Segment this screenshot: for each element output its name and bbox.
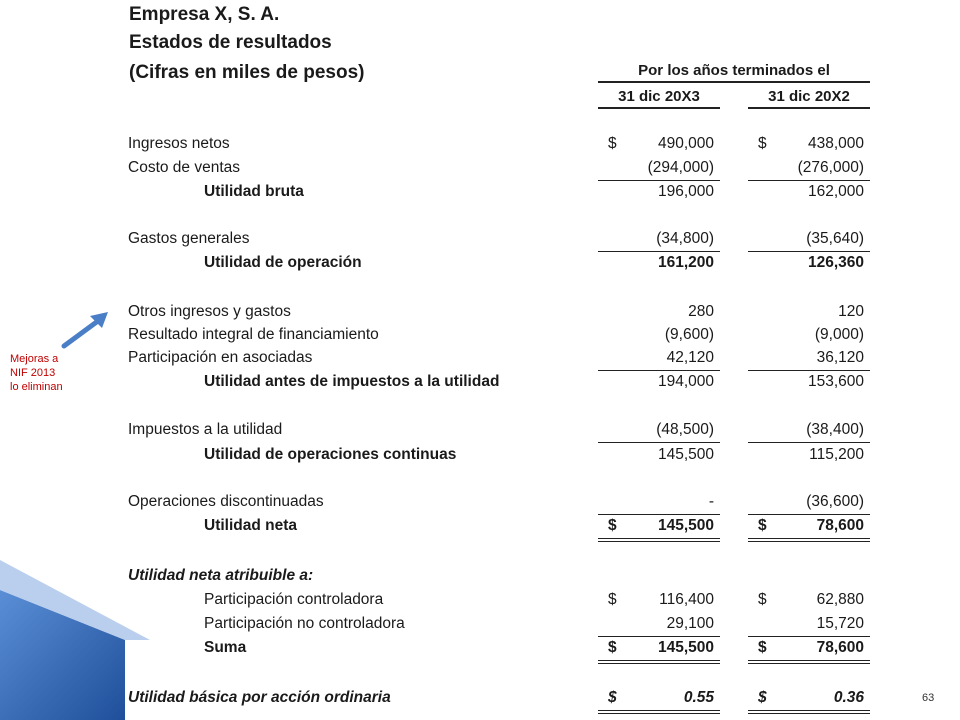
row-label: Otros ingresos y gastos [128, 303, 291, 320]
table-row [0, 135, 960, 157]
row-label: Impuestos a la utilidad [128, 421, 283, 438]
amount-20x2: (35,640) [806, 230, 864, 247]
table-row [0, 567, 960, 589]
row-label: Participación controladora [204, 591, 384, 608]
amount-20x2: 126,360 [807, 254, 864, 271]
currency-sign: $ [608, 689, 617, 706]
table-row [0, 326, 960, 348]
annotation-line-1: Mejoras a [10, 353, 59, 365]
amount-20x3: 161,200 [657, 254, 714, 271]
row-label: Utilidad básica por acción ordinaria [128, 689, 391, 706]
amount-20x2: (9,000) [814, 326, 864, 343]
currency-sign: $ [758, 517, 767, 534]
row-label: Participación en asociadas [128, 349, 313, 366]
table-row [0, 159, 960, 181]
column-header-20x3: 31 dic 20X3 [598, 88, 720, 109]
amount-20x2: 15,720 [816, 615, 864, 632]
amount-20x2: 0.36 [833, 689, 864, 706]
row-label: Participación no controladora [204, 615, 405, 632]
column-header-20x2: 31 dic 20X2 [748, 88, 870, 109]
amount-20x3: (9,600) [664, 326, 714, 343]
amount-20x2: 36,120 [816, 349, 864, 366]
table-row [0, 183, 960, 205]
annotation-line-3: lo eliminan [10, 381, 63, 393]
table-row [0, 615, 960, 637]
amount-20x3: 29,100 [666, 615, 714, 632]
statement-title: Estados de resultados [129, 32, 332, 53]
amount-20x3: 116,400 [659, 591, 714, 608]
company-name: Empresa X, S. A. [129, 4, 280, 25]
table-row [0, 349, 960, 371]
row-label: Utilidad bruta [204, 183, 304, 200]
amount-20x2: 78,600 [816, 517, 864, 534]
units-note: (Cifras en miles de pesos) [129, 62, 365, 83]
row-label: Utilidad antes de impuestos a la utilidad [204, 373, 500, 390]
amount-20x3: 145,500 [657, 446, 714, 463]
amount-20x3: 280 [688, 303, 714, 320]
amount-20x2: (276,000) [797, 159, 864, 176]
table-row [0, 591, 960, 613]
amount-20x3: (294,000) [647, 159, 714, 176]
amount-20x3: - [708, 493, 714, 510]
currency-sign: $ [758, 689, 767, 706]
table-row [0, 303, 960, 325]
table-row [0, 639, 960, 661]
amount-20x2: 153,600 [807, 373, 864, 390]
amount-20x2: 162,000 [807, 183, 864, 200]
row-label: Utilidad de operaciones continuas [204, 446, 457, 463]
currency-sign: $ [758, 639, 767, 656]
table-row [0, 493, 960, 515]
row-label: Ingresos netos [128, 135, 230, 152]
currency-sign: $ [608, 639, 617, 656]
amount-20x3: 145,500 [657, 517, 714, 534]
currency-sign: $ [758, 135, 767, 152]
currency-sign: $ [608, 591, 617, 608]
table-row [0, 230, 960, 252]
amount-20x3: 42,120 [666, 349, 714, 366]
amount-20x3: (48,500) [656, 421, 714, 438]
row-label: Operaciones discontinuadas [128, 493, 324, 510]
amount-20x2: (36,600) [806, 493, 864, 510]
row-label: Resultado integral de financiamiento [128, 326, 379, 343]
amount-20x2: 438,000 [807, 135, 864, 152]
table-row [0, 689, 960, 711]
amount-20x3: 194,000 [657, 373, 714, 390]
period-heading: Por los años terminados el [598, 62, 870, 83]
row-label: Suma [204, 639, 247, 656]
amount-20x2: (38,400) [806, 421, 864, 438]
page-number: 63 [922, 692, 935, 704]
amount-20x2: 78,600 [816, 639, 864, 656]
amount-20x3: 196,000 [657, 183, 714, 200]
annotation-line-2: NIF 2013 [10, 367, 56, 379]
amount-20x3: 0.55 [683, 689, 714, 706]
row-label: Utilidad neta [204, 517, 298, 534]
table-row [0, 254, 960, 276]
amount-20x2: 62,880 [816, 591, 864, 608]
table-row [0, 421, 960, 443]
currency-sign: $ [758, 591, 767, 608]
amount-20x2: 115,200 [809, 446, 864, 463]
table-row [0, 446, 960, 468]
currency-sign: $ [608, 517, 617, 534]
table-row [0, 373, 960, 395]
table-row [0, 517, 960, 539]
row-label: Gastos generales [128, 230, 250, 247]
amount-20x3: 145,500 [657, 639, 714, 656]
amount-20x2: 120 [838, 303, 864, 320]
row-label: Costo de ventas [128, 159, 241, 176]
amount-20x3: 490,000 [657, 135, 714, 152]
currency-sign: $ [608, 135, 617, 152]
amount-20x3: (34,800) [656, 230, 714, 247]
section-label: Utilidad neta atribuible a: [128, 567, 314, 584]
row-label: Utilidad de operación [204, 254, 362, 271]
